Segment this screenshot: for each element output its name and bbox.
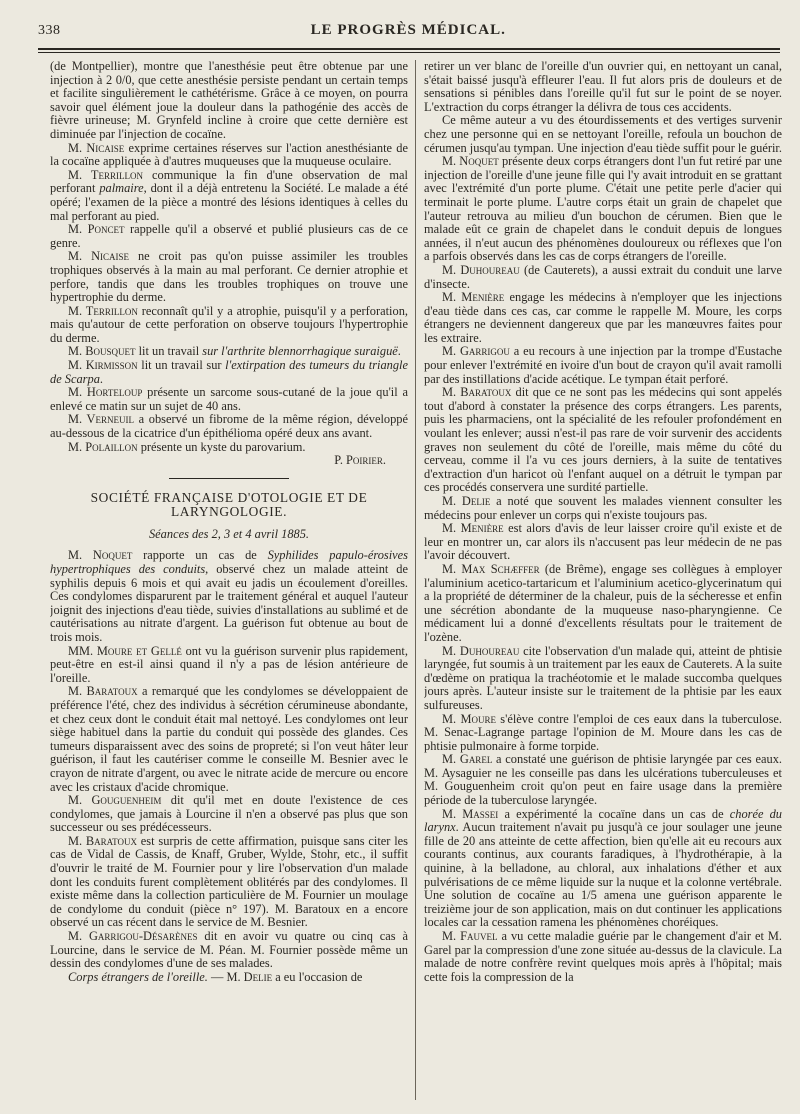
paragraph: M. Noquet présente deux corps étrangers dont l'un fut retiré par une injection de l'oreille d'une jeune fille qui l'y avait introduit en se grattant avec l'extrémité d'un porte plume. C'était une petite perle d'acier qui terminait le porte plume. L'autre corps était un grain de chapelet que l'auteur retrouva au milieu d'un bouchon de cérumen. Bien que le malade eût ce grain de chapelet dans le conduit depuis de longues années, il n'eut aucun des phénomènes douloureux ou réflexes que l'on a parfois observés dans les cas de corps étrangers de l'oreille. [424,154,782,264]
speaker-name: M. Bousquet [68,344,136,359]
paragraph: M. Baratoux a remarqué que les condylomes se développaient de préférence l'été, chez des individus à sécrétion cérumineuse abondante, et chez ceux dont le conduit était mal nettoyé. Les condylomes ont leur siège habituel dans la partie du conduit qui possède des glandes. Ces tumeurs disparaissent avec des soins de propreté; si l'on veut hâter leur guérison, il faut les cautériser comme le conseille M. Besnier avec le crayon de nitrate d'argent, ou avec le nitrate acide de mercure ou encore avec les cristaux d'acide chromique. [50,684,408,794]
paragraph: M. Baratoux dit que ce ne sont pas les médecins qui sont appelés tout d'abord à constater la présence des corps étrangers. Les parents, puis les pharmaciens, ont la spécialité de les refouler profondément en voulant les enlever; aussi n'est-il pas rare de voir survenir des accidents graves non seulement du côté de l'oreille, mais même du côté du cerveau, comme il l'a vu ces jours derniers, à la suite de tentatives d'extraction d'un haricot où l'enfant auquel on a détruit le tympan par ces procédés conservera une surdité partielle. [424,385,782,495]
page-header [38,22,780,44]
speaker-name: M. Verneuil [68,412,134,427]
section-title: SOCIÉTÉ FRANÇAISE D'OTOLOGIE ET DE LARYNGOLOGIE. [90,489,368,520]
speaker-name: M. Kirmisson [68,358,138,373]
speaker-name: M. Garrigou [442,344,510,359]
speaker-name: M. Nicaise [68,140,125,155]
paragraph: M. Delie a noté que souvent les malades viennent consulter les médecins pour enlever un corps qui n'existe toujours pas. [424,494,782,522]
speaker-name: M. Duhoureau [442,643,520,658]
header-rule [38,48,780,50]
left-column [50,60,408,1100]
paragraph: M. Massei a expérimenté la cocaïne dans un cas de chorée du larynx. Aucun traitement n'avait pu jusqu'à ce jour soulager une jeune fille de 20 ans atteinte de cette affection, bien qu'elle ait eu recours aux courants continus, aux courants faradiques, à l'hydrothérapie, à la quinine, à la belladone, au chloral, aux inhalations d'éther et aux pulvérisations de ce même liquide sur la nuque et la colonne vertébrale. Une solution de cocaïne au 1/5 amena une guérison apparente le treizième jour de son application, mais on dut continuer les applications locales car la cessation ramena les phénomènes choréiques. [424,806,782,930]
column-divider [415,60,416,1100]
paragraph: Corps étrangers de l'oreille. — M. Delie a eu l'occasion de [68,969,363,984]
paragraph: M. Nicaise ne croit pas qu'on puisse assimiler les troubles trophiques observés à la main au mal perforant. Ce dernier atrophie et perfore, tandis que dans les troubles trophiques on trouve une hypertrophie du derme. [50,249,408,305]
paragraph: M. Menière engage les médecins à n'employer que les injections d'eau tiède dans ces cas, car comme le rappelle M. Moure, les corps étrangers ne deviennent dangereux que par les manœuvres faites pour les extraire. [424,290,782,345]
paragraph: M. Garrigou a eu recours à une injection par la trompe d'Eustache pour enlever l'extrémité en ivoire d'un bout de crayon qu'il avait ramolli par des instillations d'acide acétique. Le tympan était perforé. [424,344,782,386]
speaker-name: M. Garel [442,752,493,767]
speaker-name: M. Baratoux [442,385,512,400]
speaker-name: M. Menière [442,290,505,305]
paragraph: M. Menière est alors d'avis de leur laisser croire qu'il existe et de leur en montrer un, car alors ils n'accusent pas leur médecin de ne pas l'avoir découvert. [424,521,782,563]
paragraph: retirer un ver blanc de l'oreille d'un ouvrier qui, en nettoyant un canal, s'était baissé jusqu'à effleurer l'eau. Il fut alors pris de douleurs et de sensations si pénibles dans l'oreille qu'il fut sur le point de se noyer. L'extraction du corps étranger la délivra de tous ces accidents. [424,60,782,114]
paragraph: M. Kirmisson lit un travail sur l'extirpation des tumeurs du triangle de Scarpa. [50,358,408,386]
speaker-name: M. Polaillon [68,439,138,454]
paragraph: (de Montpellier), montre que l'anesthésie peut être obtenue par une injection à 2 0/0, que cette anesthésie persiste pendant un certain temps et facilite singulièrement le cathétérisme. Grâce à ce moyen, on pourra savoir quel élément joue la douleur dans la pathogénie des accès de fièvre urineuse; M. Grynfeld incline à croire que cette dernière est diminuée par l'injection de cocaïne. [50,60,408,141]
section-date: Séances des 2, 3 et 4 avril 1885. [148,526,309,541]
paragraph: Ce même auteur a vu des étourdissements et des vertiges survenir chez une personne qui en se nettoyant l'oreille, refoula un bouchon de cérumen jusqu'au tympan. Une injection d'eau tiède suffit pour le guérir. [424,113,782,155]
paragraph: M. Gouguenheim dit qu'il met en doute l'existence de ces condylomes, que jamais à Lourcine il n'en a observé pas plus que son successeur ou ses prédécesseurs. [50,793,408,835]
paragraph: M. Garel a constaté une guérison de phtisie laryngée par ces eaux. M. Aysaguier ne les conseille pas dans les ulcérations tuberculeuses et M. Gouguenheim croit qu'on peut en faire usage dans la première période de la tuberculose laryngée. [424,752,782,808]
speaker-name: M. Menière [442,521,504,536]
paragraph: M. Poncet rappelle qu'il a observé et publié plusieurs cas de ce genre. [50,222,408,250]
paragraph: M. Verneuil a observé un fibrome de la même région, développé au-dessous de la cicatrice d'un épithélioma opéré deux ans avant. [50,412,408,441]
paragraph: M. Max Schæffer (de Brême), engage ses collègues à employer l'aluminium acetico-tartaricum et l'aluminium acetico-glycerinatum qui a la propriété de déterminer de la chaleur, puis de la sécheresse et enfin une sécrétion abondante de la muqueuse naso-pharyngienne. Ce médicament lui a donné d'excellents résultats pour le traitement de l'ozène. [424,561,782,644]
speaker-name: M. Terrillon [68,303,138,318]
page-number: 338 [38,23,61,38]
speaker-name: M. Baratoux [68,684,138,699]
paragraph: M. Moure s'élève contre l'emploi de ces eaux dans la tuberculose. M. Senac-Lagrange partage l'opinion de M. Moure dans les cas de phtisie pulmonaire à forme torpide. [424,711,782,753]
paragraph: M. Terrillon reconnaît qu'il y a atrophie, puisqu'il y a perforation, mais qu'autour de cette perforation on observe toujours l'hypertrophie du derme. [50,303,408,345]
speaker-name: M. Horteloup [68,385,143,400]
speaker-name: M. Garrigou-Désarènes [68,929,198,944]
paragraph: M. Baratoux est surpris de cette affirmation, puisque sans citer les cas de Vidal de Cassis, de Knaff, Gruber, Wylde, Stohr, etc., il suffit d'ouvrir le traité de M. Fournier pour y lire l'observation d'un malade dont les conduits furent complètement oblitérés par des condylomes. Il existe même dans la collection particulière de M. Fournier un moulage de condylome du conduit (pièce n° 197). M. Baratoux en a encore observé un cas récent dans le service de M. Besnier. [50,833,408,930]
paragraph: M. Duhoureau cite l'observation d'un malade qui, atteint de phtisie laryngée, fut soumis à un traitement par les eaux de Cauterets. A la suite d'œdème on pratiqua la trachéotomie et le malade succomba quelques jours après. L'auteur insiste sur le traitement de la phtisie par les eaux sulfureuses. [424,643,782,712]
paragraph: M. Garrigou-Désarènes dit en avoir vu quatre ou cinq cas à Lourcine, dans le service de M. Péan. M. Fournier possède même un dessin des condylomes d'une de ses malades. [50,929,408,971]
paragraph: M. Polaillon présente un kyste du parovarium. [68,439,306,454]
journal-title: LE PROGRÈS MÉDICAL. [310,22,506,38]
speaker-name: M. Poncet [68,222,125,237]
speaker-name: M. Gouguenheim [68,793,162,808]
speaker-name: MM. Moure et Gellé [68,643,182,658]
speaker-name: M. Delie [442,494,491,508]
speaker-name: M. Noquet [442,154,499,169]
speaker-name: M. Moure [442,711,496,726]
speaker-name: M. Baratoux [68,833,138,848]
paragraph: M. Bousquet lit un travail sur l'arthrite blennorrhagique suraiguë. [68,344,401,359]
paragraph: M. Terrillon communique la fin d'une observation de mal perforant palmaire, dont il a déjà entretenu la Société. Le malade a été opéré; l'examen de la pièce a montré des lésions identiques à celles du mal perforant au pied. [50,167,408,223]
speaker-name: M. Fauvel [442,929,498,943]
speaker-name: M. Massei [442,806,499,821]
speaker-name: M. Terrillon [68,167,143,182]
speaker-name: M. Delie [226,969,273,984]
section-separator [169,478,289,479]
paragraph: M. Noquet rapporte un cas de Syphilides papulo-érosives hypertrophiques des conduits, observé chez un malade atteint de syphilis depuis 6 mois et qui avait eu jadis un écoulement d'oreilles. Ces condylomes disparurent par le traitement général et auquel l'auteur joignit des injections d'eau tiède, suivies d'installations au sublimé et de cautérisations au nitrate d'argent. La guérison fut obtenue au bout de trois mois. [50,548,408,644]
signature: P. Poirier. [334,453,386,468]
speaker-name: M. Max Schæffer [442,561,540,576]
paragraph: MM. Moure et Gellé ont vu la guérison survenir plus rapidement, peut-être en est-il ainsi quand il n'y a pas de lésion antérieure de l'oreille. [50,643,408,685]
speaker-name: M. Duhoureau [442,262,520,277]
paragraph: M. Duhoureau (de Cauterets), a aussi extrait du conduit une larve d'insecte. [424,262,782,291]
right-column [424,60,782,1100]
speaker-name: M. Noquet [68,548,133,563]
subsection-heading: Corps étrangers de l'oreille. [68,969,208,984]
speaker-name: M. Nicaise [68,249,130,264]
paragraph: M. Horteloup présente un sarcome sous-cutané de la joue qu'il a enlevé ce matin sur un sujet de 40 ans. [50,385,408,413]
paragraph: M. Nicaise exprime certaines réserves sur l'action anesthésiante de la cocaïne appliquée à d'autres muqueuses que la muqueuse oculaire. [50,140,408,169]
paragraph: M. Fauvel a vu cette maladie guérie par le changement d'air et M. Garel par la compression d'une zone située au-dessus de la clavicule. La malade de notre confrère revint quelques mois après à l'hôpital; mais cette fois la compression de la [424,929,782,984]
header-rule-thin [38,52,780,53]
